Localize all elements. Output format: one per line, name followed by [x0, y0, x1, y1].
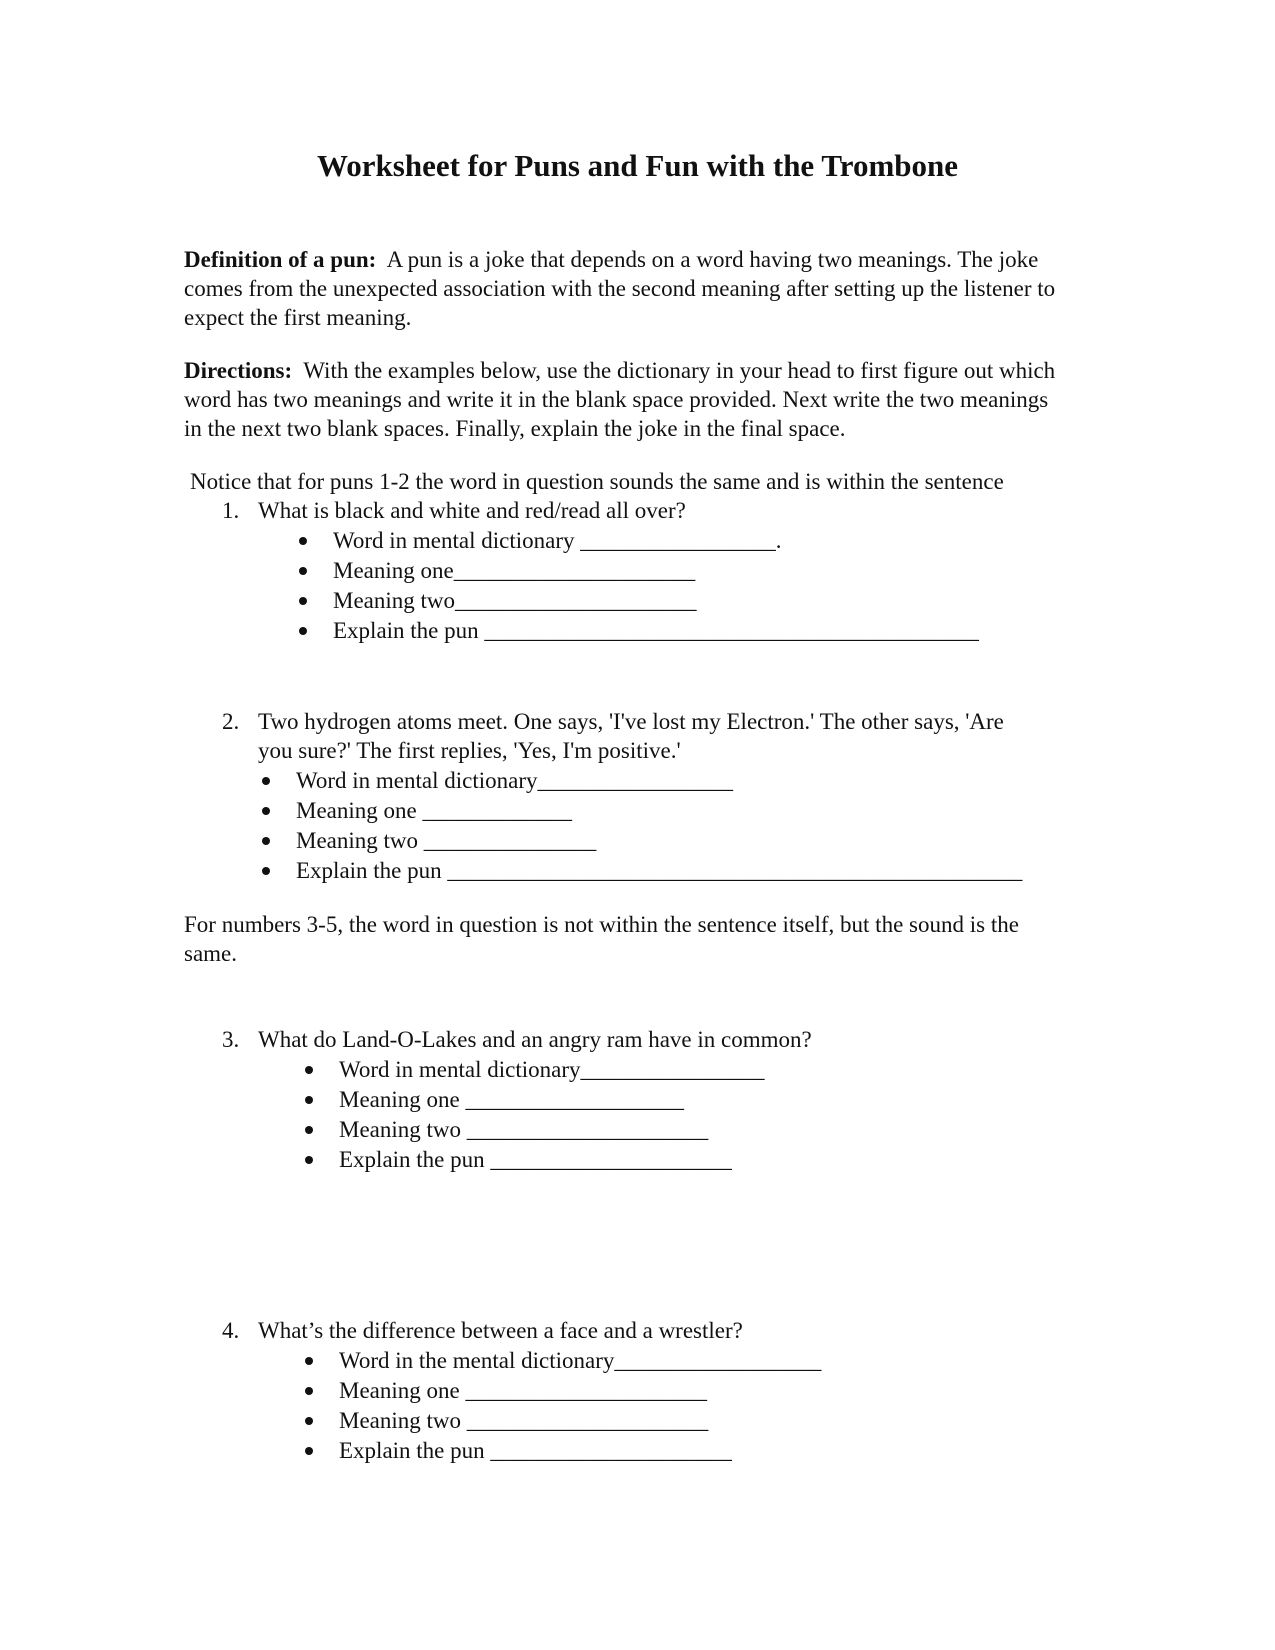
answer-line-meaning-two[interactable]: Meaning two _______________ — [296, 826, 1022, 856]
bullet-icon — [262, 807, 270, 815]
answer-line-meaning-one[interactable]: Meaning one_____________________ — [333, 556, 979, 586]
answer-line-explain[interactable]: Explain the pun _____________________ — [339, 1145, 765, 1175]
question-text-line-2: you sure?' The first replies, 'Yes, I'm positive.' — [258, 738, 681, 763]
question-2-answers — [296, 766, 1022, 886]
answer-line-meaning-one[interactable]: Meaning one _____________________ — [339, 1376, 821, 1406]
answer-line-meaning-one[interactable]: Meaning one _____________ — [296, 796, 1022, 826]
answer-line-explain[interactable]: Explain the pun __________________________________________________ — [296, 856, 1022, 886]
question-text: What is black and white and red/read all over? — [258, 498, 686, 523]
bullet-icon — [305, 1066, 313, 1074]
bullet-icon — [262, 777, 270, 785]
bullet-icon — [299, 627, 307, 635]
bullet-icon — [305, 1096, 313, 1104]
bullet-icon — [299, 537, 307, 545]
answer-line-explain[interactable]: Explain the pun ___________________________________________ — [333, 616, 979, 646]
answer-line-meaning-two[interactable]: Meaning two _____________________ — [339, 1406, 821, 1436]
definition-paragraph — [184, 245, 1064, 332]
bullet-icon — [305, 1447, 313, 1455]
question-number: 2. — [222, 709, 240, 734]
answer-line-word[interactable]: Word in mental dictionary________________ — [339, 1055, 765, 1085]
question-text: What’s the difference between a face and a wrestler? — [258, 1318, 743, 1343]
answer-line-meaning-two[interactable]: Meaning two_____________________ — [333, 586, 979, 616]
question-text-line-1: Two hydrogen atoms meet. One says, 'I've lost my Electron.' The other says, 'Are — [258, 709, 1004, 734]
notice-puns-1-2: Notice that for puns 1-2 the word in question sounds the same and is within the sentence — [190, 469, 1004, 494]
answer-line-meaning-one[interactable]: Meaning one ___________________ — [339, 1085, 765, 1115]
bullet-icon — [305, 1357, 313, 1365]
question-1-answers — [333, 526, 979, 646]
answer-line-word[interactable]: Word in mental dictionary _________________. — [333, 526, 979, 556]
question-4-answers — [339, 1346, 821, 1466]
directions-text: With the examples below, use the dictionary in your head to first figure out which word has two meanings and write it in the blank space provided. Next write the two meanings in the next two blank spaces. Finally, explain the joke in the final space. — [184, 358, 1056, 441]
directions-label: Directions: — [184, 358, 293, 383]
answer-line-word[interactable]: Word in mental dictionary_________________ — [296, 766, 1022, 796]
question-number: 1. — [222, 498, 240, 523]
bullet-icon — [299, 567, 307, 575]
definition-text: A pun is a joke that depends on a word having two meanings. The joke comes from the unexpected association with the second meaning after setting up the listener to expect the first meaning. — [184, 247, 1056, 330]
directions-paragraph — [184, 356, 1064, 443]
bullet-icon — [262, 837, 270, 845]
page-title: Worksheet for Puns and Fun with the Trombone — [316, 148, 959, 183]
question-3-answers — [339, 1055, 765, 1175]
question-number: 4. — [222, 1318, 240, 1343]
answer-line-word[interactable]: Word in the mental dictionary__________________ — [339, 1346, 821, 1376]
answer-line-meaning-two[interactable]: Meaning two _____________________ — [339, 1115, 765, 1145]
answer-line-explain[interactable]: Explain the pun _____________________ — [339, 1436, 821, 1466]
notice-numbers-3-5: For numbers 3-5, the word in question is not within the sentence itself, but the sound is the same. — [184, 912, 1019, 966]
bullet-icon — [299, 597, 307, 605]
question-text: What do Land-O-Lakes and an angry ram have in common? — [258, 1027, 812, 1052]
bullet-icon — [305, 1126, 313, 1134]
question-number: 3. — [222, 1027, 240, 1052]
bullet-icon — [262, 867, 270, 875]
definition-label: Definition of a pun: — [184, 247, 377, 272]
bullet-icon — [305, 1387, 313, 1395]
bullet-icon — [305, 1417, 313, 1425]
bullet-icon — [305, 1156, 313, 1164]
